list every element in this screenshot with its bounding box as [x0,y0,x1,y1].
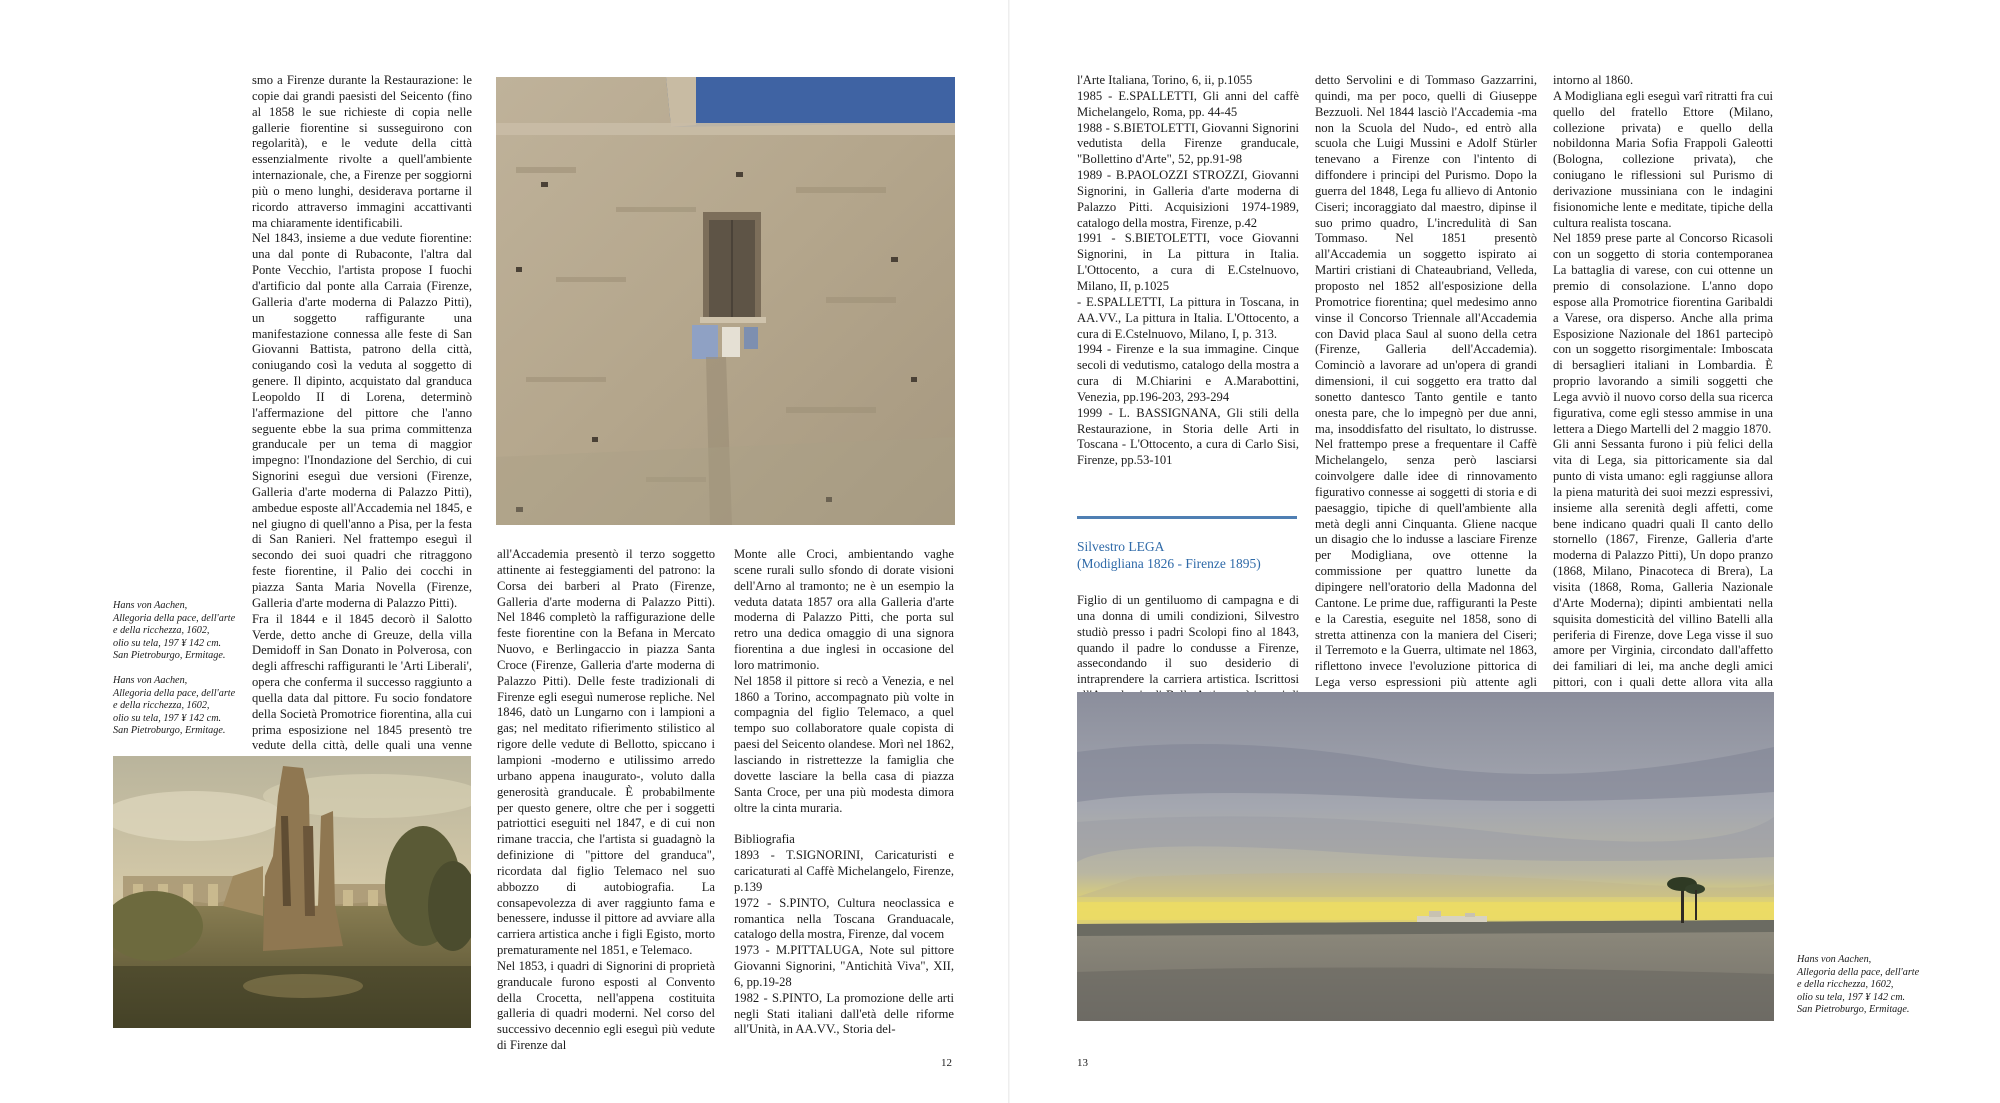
paragraph: A Modigliana egli eseguì varî ritratti fra cui quello del fratello Ettore (Milano, collezione privata) e quello della nobildonna Maria Sofia Frappoli Galeotti (Bologna, collezione privata), che coniugano le riflessioni sul Purismo di derivazione mussiniana con le indagini fisionomiche lente e meditate, tipiche della cultura realista toscana. [1553,88,1773,230]
bibliography-entry: 1982 - S.PINTO, La promozione delle arti negli Stati italiani dall'età delle riforme all'Unità, in AA.VV., Storia del- [734,990,954,1037]
bibliography-title: Bibliografia [734,832,795,847]
ruins-painting [113,756,471,1028]
page-number: 13 [1077,1057,1088,1069]
bibliography-entry: 1999 - L. BASSIGNANA, Gli stili della Restaurazione, in Storia delle Arti in Toscana - L'Ottocento, a cura di Carlo Sisi, Firenze, pp.53-101 [1077,405,1299,468]
right-page [1010,0,2000,1103]
artist-name: Silvestro LEGA [1077,539,1165,554]
wall-painting [496,77,955,525]
paragraph: smo a Firenze durante la Restaurazione: le copie dai grandi paesisti del Seicento (fino al 1858 le sue richieste di copia nelle gallerie fiorentine si susseguirono con regolarità), e le vedute della città essenzialmente rivolte a quell'ambiente internazionale, che, a Firenze per soggiorni più o meno lunghi, desiderava portarne il ricordo attraverso immagini accattivanti ma chiaramente identificabili. [252,73,472,230]
left-col-3 [734,547,954,1038]
bibliography-entry: - E.SPALLETTI, La pittura in Toscana, in AA.VV., La pittura in Italia. L'Ottocento, a cura di E.Cstelnuovo, Milano, I, p. 313. [1077,294,1299,341]
paragraph: Nel 1858 il pittore si recò a Venezia, e nel 1860 a Torino, accompagnato più volte in compagnia del figlio Telemaco, a quel tempo suo collaboratore quale copista di paesi del Seicento olandese. Morì nel 1862, lasciando in ristrettezze la famiglia che dovette lasciare la bella casa di piazza Santa Croce, per una più modesta dimora oltre la cinta muraria. [734,673,954,815]
left-col-1 [252,73,472,770]
figure-caption: Hans von Aachen, Allegoria della pace, dell'arte e della ricchezza, 1602, olio su tela, 197 ¥ 142 cm. San Pietroburgo, Ermitage. [113,600,236,662]
page-number: 12 [941,1057,952,1069]
right-col-2 [1315,73,1537,707]
section-rule [1077,516,1297,519]
figure-caption: Hans von Aachen, Allegoria della pace, dell'arte e della ricchezza, 1602, olio su tela, 197 ¥ 142 cm. San Pietroburgo, Ermitage. [113,674,236,737]
paragraph: intorno al 1860. [1553,73,1634,87]
paragraph: Figlio di un gentiluomo di campagna e di una donna di umili condizioni, Silvestro studiò presso i padri Scolopi fino al 1843, quando il padre lo condusse a Firenze, assecondando il suo desiderio di intraprendere la carriera artistica. Iscrittosi [1077,593,1299,687]
bibliography-entry: 1988 - S.BIETOLETTI, Giovanni Signorini vedutista della Firenze granducale, "Bollettino d'Arte", 52, pp.91-98 [1077,120,1299,167]
bibliography-entry: 1972 - S.PINTO, Cultura neoclassica e romantica nella Toscana Granduacale, catalogo della mostra, Firenze, dal vocem [734,895,954,942]
bibliography-entry: 1893 - T.SIGNORINI, Caricaturisti e caricaturati al Caffè Michelangelo, Firenze, p.139 [734,848,954,894]
paragraph: Gli anni Sessanta furono i più felici della vita di Lega, sia pittoricamente sia dal punto di vista umano: egli raggiunse allora la piena maturità dei suoi mezzi espressivi, insieme alla serenità degli affetti, come bene indicano quadri quali Il canto dello stornello (1867, Firenze, Galleria d'arte moderna di Palazzo Pitti), Un dopo pranzo (1868, Milano, Pinacoteca di Brera), La visita (1868, Roma, Galleria Nazionale d'Arte Moderna); dipinti ambientati nella squisita domesticità del villino Batelli alla periferia di Firenze, dove Lega visse il suo amore per Virginia, circondato dall'affetto dei familiari di lei, ma anche degli amici pittori, con i quali dette allora vita alla [1553,437,1773,690]
bibliography-entry: 1994 - Firenze e la sua immagine. Cinque secoli di vedutismo, catalogo della mostra a cura di M.Chiarini e A.Marabottini, Venezia, pp.196-203, 293-294 [1077,342,1299,404]
right-caption [1797,954,1947,1029]
paragraph: Fra il 1844 e il 1845 decorò il Salotto Verde, detto anche di Greuze, della villa Demidoff in San Donato in Polverosa, con degli affreschi raffiguranti le 'Arti Liberali', opera che conferma il successo raggiunto a quella data dal pittore. Fu socio fondatore della Società Promotrice fiorentina, alla cui prima esposizione nel 1845 presentò tre vedute della città, delle quali una venne [252,611,472,753]
artist-heading [1077,538,1299,572]
landscape-painting [1077,692,1774,1021]
bibliography-entry: 1991 - S.BIETOLETTI, voce Giovanni Signorini, in La pittura in Italia. L'Ottocento, a cura di E.Cstelnuovo, Milano, II, p.1025 [1077,231,1299,293]
left-caption-group [113,600,248,750]
bibliography-entry: l'Arte Italiana, Torino, 6, ii, p.1055 [1077,73,1253,87]
artist-dates: (Modigliana 1826 - Firenze 1895) [1077,556,1261,571]
paragraph: Nel 1853, i quadri di Signorini di proprietà granducale furono esposti al Convento della Crocetta, nell'appena costituita galleria di quadri moderni. Nel corso del successivo decennio egli eseguì più vedute di Firenze dal [497,958,715,1053]
right-col-3 [1553,73,1773,723]
paragraph: detto Servolini e di Tommaso Gazzarrini, quindi, ma per poco, quelli di Giuseppe Bezzuoli. Nel 1844 lasciò l'Accademia -ma non la Scuola del Nudo-, ed entrò alla scuola che Luigi Mussini e Adolf Stürler tenevano a Firenze con l'intento di diffondere i principi del Purismo. Dopo la guerra del 1848, Lega fu allievo di Antonio Ciseri; incoraggiato dal maestro, dipinse il suo primo quadro, L'incredulità di San Tommaso. Nel 1851 presentò all'Accademia un soggetto ispirato ai Martiri cristiani di Chateaubriand, Velleda, proposto nel 1852 all'esposizione della Promotrice fiorentina; quel medesimo anno vinse il Concorso Triennale all'Accademia con David placa Saul al suono della cetra (Firenze, Galleria dell'Accademia). Cominciò a lavorare ad un'opera di grandi dimensioni, il cui soggetto era tratto dal sonetto dantesco Tanto gentile e tanto onesta pare, che lo impegnò per due anni, ma, insoddisfatto del risultato, lo distrusse. Nel frattempo prese a frequentare il Caffè Michelangelo, senza però lasciarsi coinvolgere dalle idee di rinnovamento figurativo connesse ai soggetti di storia e di paesaggio, tipiche di quell'ambiente alla metà degli anni Cinquanta. Gliene nacque un disagio che lo indusse a lasciare Firenze per Modigliana, ove ottenne la commissione per quattro lunette da dipingere nell'oratorio della Madonna del Cantone. Le prime due, raffiguranti la Peste e la Carestia, eseguite nel 1858, sono di stretta attinenza con la maniera del Ciseri; il Terremoto e la Guerra, ultimate nel 1863, riflettono invece l'evoluzione pittorica di Lega verso espressioni più attente agli [1315,73,1537,690]
paragraph: all'Accademia presentò il terzo soggetto attinente ai festeggiamenti del patrono: la Corsa dei barberi al Prato (Firenze, Galleria d'arte moderna di Palazzo Pitti). Nel 1846 completò la raffigurazione delle feste fiorentine con la Befana in Mercato Nuovo, e Berlingaccio in piazza Santa Croce (Firenze, Galleria d'arte moderna di Palazzo Pitti). Delle feste tradizionali di Firenze egli eseguì numerose repliche. Nel 1846, datò un Lungarno con i lampioni a gas; nel meditato rifierimento stilistico al rigore delle vedute di Bellotto, spiccano i lampioni -moderno e utilissimo arredo urbano appena inaugurato-, voluto dalla generosità granducale. È probabilmente per questo genere, oltre che per i soggetti patriottici eseguiti nel 1847, e di cui non rimane traccia, che l'artista si guadagnò la definizione di "pittore del granduca", ricordata dal figlio Telemaco nel suo abbozzo di autobiografia. La consapevolezza di aver raggiunto fama e benessere, indusse il pittore ad avviare alla carriera artistica anche i figli Egisto, morto prematuramente nel 1851, e Telemaco. [497,547,715,958]
paragraph: Nel 1843, insieme a due vedute fiorentine: una dal ponte di Rubaconte, l'altra dal Ponte Vecchio, l'artista propose I fuochi d'artificio dal ponte alla Carraia (Firenze, Galleria d'arte moderna di Palazzo Pitti), un soggetto raffigurante una manifestazione connessa alle feste di San Giovanni Battista, patrono della città, coniugando così la veduta al soggetto di genere. Il dipinto, acquistato dal granduca Leopoldo II di Lorena, determinò l'affermazione del pittore che l'anno seguente ebbe la sua prima committenza granducale per un tema di maggior impegno: l'Inondazione del Serchio, di cui Signorini eseguì due versioni (Firenze, Galleria d'arte moderna di Palazzo Pitti), ambedue esposte all'Accademia nel 1845, e nel giugno di quell'anno a Pisa, per la festa di San Ranieri. Nel frattempo eseguì il secondo dei suoi quadri che ritraggono feste fiorentine, il Palio dei cocchi in piazza Santa Maria Novella (Firenze, Galleria d'arte moderna di Palazzo Pitti). [252,231,472,610]
left-col-2 [497,547,715,1054]
bibliography-entry: 1989 - B.PAOLOZZI STROZZI, Giovanni Signorini, in Galleria d'arte moderna di Palazzo Pitti. Acquisizioni 1974-1989, catalogo della mostra, Firenze, p.42 [1077,168,1299,230]
figure-caption: Hans von Aachen, Allegoria della pace, dell'arte e della ricchezza, 1602, olio su tela, 197 ¥ 142 cm. San Pietroburgo, Ermitage. [1797,954,1920,1016]
bibliography-entry: 1985 - E.SPALLETTI, Gli anni del caffè Michelangelo, Roma, pp. 44-45 [1077,88,1299,119]
bibliography-entry: 1973 - M.PITTALUGA, Note sul pittore Giovanni Signorini, "Antichità Viva", XII, 6, pp.19-28 [734,943,954,989]
right-col-1 [1077,73,1299,469]
paragraph: Nel 1859 prese parte al Concorso Ricasoli con un soggetto di storia contemporanea La battaglia di varese, con cui ottenne un premio di consolazione. L'anno dopo espose alla Promotrice fiorentina Garibaldi a Varese, ora disperso. Anche alla prima Esposizione Nazionale del 1861 partecipò con un soggetto risorgimentale: Imboscata di bersaglieri italiani in Lombardia. È proprio lavorando a simili soggetti che Lega avviò il nuovo corso della sua ricerca figurativa, come egli stesso ammise in una lettera a Diego Martelli del 2 maggio 1870. [1553,231,1773,436]
paragraph: Monte alle Croci, ambientando vaghe scene rurali sullo sfondo di dorate visioni dell'Arno al tramonto; ne è un esempio la veduta datata 1857 ora alla Galleria d'arte moderna di Palazzo Pitti, che porta sul retro una dedica omaggio di una signora fiorentina a due inglesi in occasione del loro matrimonio. [734,547,954,672]
